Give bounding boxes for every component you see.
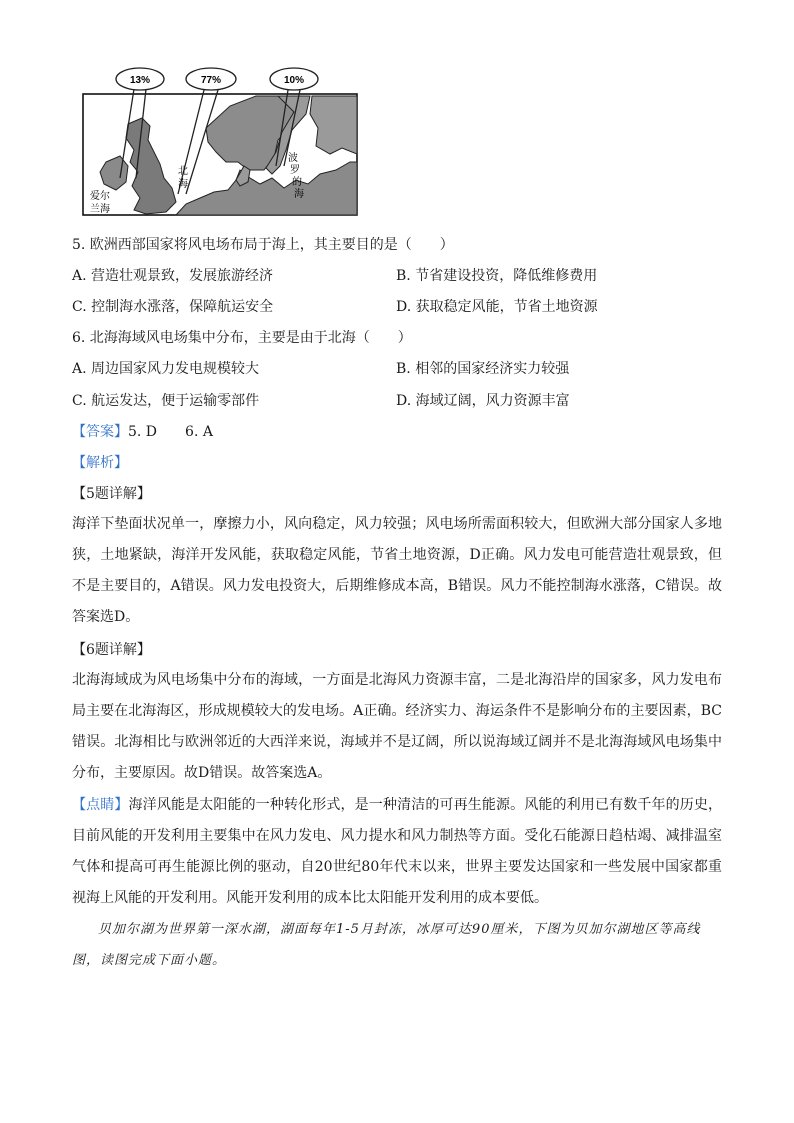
tip-label: 【点睛】 — [72, 797, 129, 813]
q6-stem: 6. 北海海域风电场集中分布，主要是由于北海（ ） — [72, 330, 412, 346]
baltic-label-4: 海 — [294, 189, 304, 200]
q6-option-c: C. 航运发达，便于运输零部件 — [72, 393, 260, 409]
north-sea-label-2: 海 — [178, 179, 188, 190]
detail-5-body: 海洋下垫面状况单一，摩擦力小，风向稳定，风力较强；风电场所需面积较大，但欧洲大部分国家人多地狭，土地紧缺，海洋开发风能，获取稳定风能，节省土地资源，D正确。风力发电可能营造壮观景致，但不是主要目的，A错误。风力发电投资大，后期维修成本高，B错误。风力不能控制海水涨落，C错误。故答案选D。 — [72, 516, 722, 625]
ireland-sea-label-1: 爱尔 — [90, 191, 110, 202]
tip-text: 海洋风能是太阳能的一种转化形式，是一种清洁的可再生能源。风能的利用已有数千年的历史，目前风能的开发利用主要集中在风力发电、风力提水和风力制热等方面。受化石能源日趋枯竭、减排温室气体和提高可再生能源比例的驱动，自20世纪80年代末以来，世界主要发达国家和一些发展中国家都重视海上风能的开发利用。风能开发利用的成本比太阳能开发利用的成本要低。 — [72, 797, 723, 906]
pct-left-label: 13% — [129, 75, 151, 86]
ireland-sea-label-2: 兰海 — [90, 204, 110, 215]
q5-option-b: B. 节省建设投资，降低维修费用 — [396, 268, 598, 284]
next-question-intro: 贝加尔湖为世界第一深水湖，湖面每年1-5月封冻，冰厚可达90厘米，下图为贝加尔湖地区等高线图，读图完成下面小题。 — [72, 922, 701, 968]
baltic-label-2: 罗 — [290, 165, 300, 176]
pct-right-label: 10% — [283, 75, 305, 86]
detail-5-label: 【5题详解】 — [72, 486, 151, 502]
q5-option-c: C. 控制海水涨落，保障航运安全 — [72, 299, 274, 315]
analysis-label: 【解析】 — [72, 455, 128, 471]
detail-6-label: 【6题详解】 — [72, 642, 151, 658]
tip-block — [72, 790, 722, 914]
answer-label: 【答案】 — [72, 424, 128, 440]
detail-6-body: 北海海域成为风电场集中分布的海域，一方面是北海风力资源丰富，二是北海沿岸的国家多，风力发电布局主要在北海海区，形成规模较大的发电场。A正确。经济实力、海运条件不是影响分布的主要因素，BC错误。北海相比与欧洲邻近的大西洋来说，海域并不是辽阔，所以说海域辽阔并不是北海海域风电场集中分布，主要原因。故D错误。故答案选A。 — [72, 672, 722, 781]
map-svg — [80, 66, 360, 218]
q6-option-b: B. 相邻的国家经济实力较强 — [396, 361, 570, 377]
north-sea-label-1: 北 — [178, 166, 188, 177]
pct-mid-label: 77% — [200, 75, 222, 86]
baltic-label-3: 的 — [292, 177, 302, 188]
q5-option-a: A. 营造壮观景致，发展旅游经济 — [72, 268, 274, 284]
finland-shape — [310, 96, 357, 154]
q6-option-a: A. 周边国家风力发电规模较大 — [72, 361, 260, 377]
baltic-label-1: 波 — [288, 153, 298, 164]
north-sea-map-figure — [80, 66, 360, 218]
q5-option-d: D. 获取稳定风能，节省土地资源 — [396, 299, 598, 315]
detail-6-text — [72, 665, 722, 789]
detail-5-text — [72, 509, 722, 633]
q6-option-d: D. 海域辽阔，风力资源丰富 — [396, 393, 570, 409]
answer-text: 5. D 6. A — [128, 424, 213, 440]
answer-line — [72, 421, 213, 441]
q5-stem: 5. 欧洲西部国家将风电场布局于海上，其主要目的是（ ） — [72, 237, 454, 253]
